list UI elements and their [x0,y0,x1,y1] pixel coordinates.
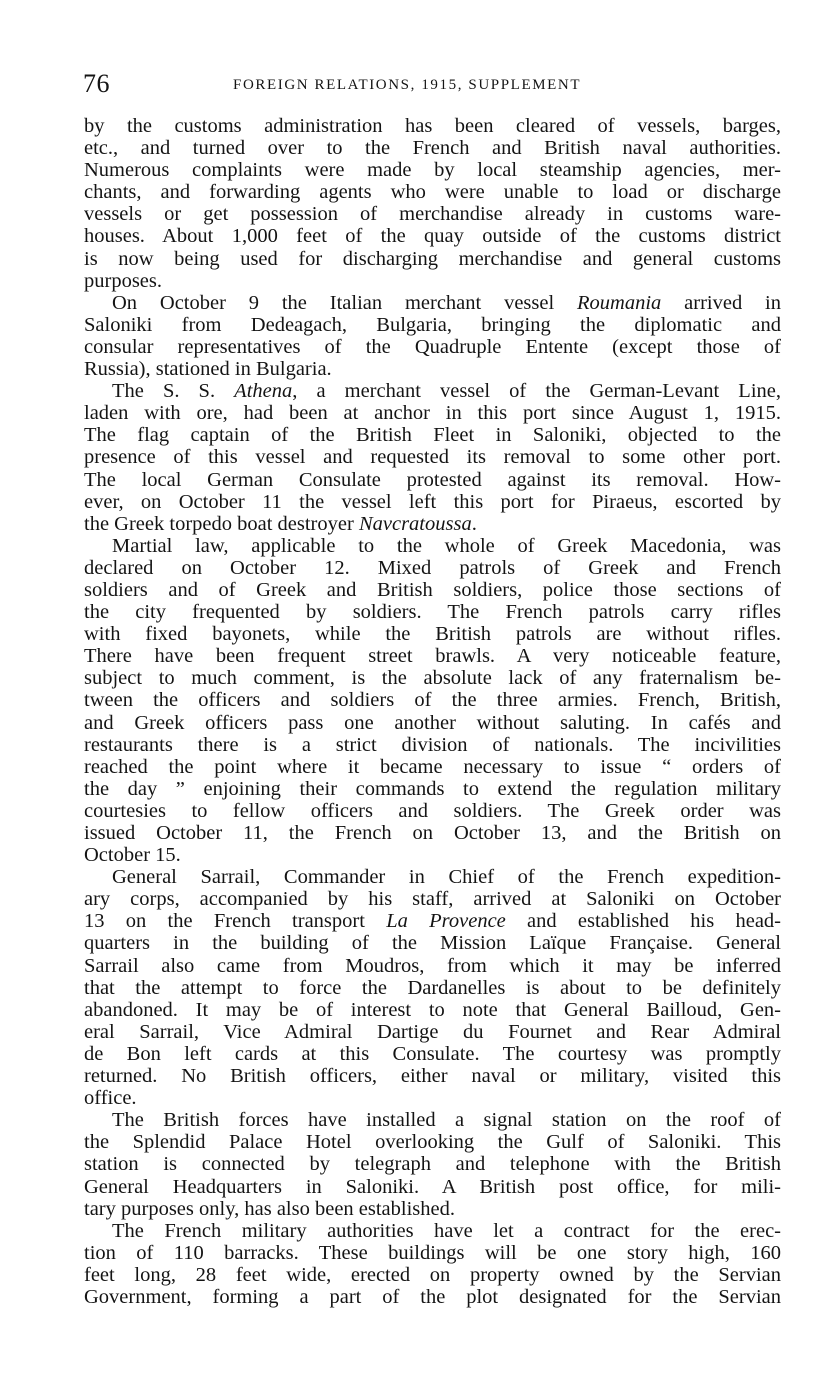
text-line: subject to much comment, is the absolute lack of any fraternalism be- [84,667,781,690]
text-line: vessels or get possession of merchandise already in customs ware- [84,203,781,226]
body-text [84,115,781,1308]
paragraph [84,535,781,866]
text-line: Government, forming a part of the plot designated for the Servian [84,1285,781,1308]
text-line: The flag captain of the British Fleet in Saloniki, objected to the [84,424,781,447]
text-line: consular representatives of the Quadruple Entente (except those of [84,335,781,358]
paragraph [84,292,781,380]
text-line: the day ” enjoining their commands to extend the regulation military [84,777,781,800]
text-line: laden with ore, had been at anchor in this port since August 1, 1915. [84,402,781,425]
text-line: and Greek officers pass one another without saluting. In cafés and [84,711,781,734]
text-line: Saloniki from Dedeagach, Bulgaria, bringing the diplomatic and [84,313,781,336]
text-line: The French military authorities have let a contract for the erec- [112,1219,781,1242]
text-line: ary corps, accompanied by his staff, arrived at Saloniki on October [84,888,781,911]
text-line: feet long, 28 feet wide, erected on property owned by the Servian [84,1263,781,1286]
text-line: issued October 11, the French on October 13, and the British on [84,822,781,844]
text-line: de Bon left cards at this Consulate. The courtesy was promptly [84,1042,781,1065]
text-line: chants, and forwarding agents who were unable to load or discharge [84,181,781,204]
text-line: station is connected by telegraph and telephone with the British [84,1153,781,1176]
text-line: courtesies to fellow officers and soldiers. The Greek order was [84,799,781,822]
paragraph [84,1220,781,1308]
text-line: General Headquarters in Saloniki. A British post office, for mili- [84,1175,781,1198]
text-line: Numerous complaints were made by local steamship agencies, mer- [84,159,781,182]
text-line: The S. S. Athena, a merchant vessel of the German-Levant Line, [112,380,781,403]
paragraph [84,866,781,1109]
text-line: etc., and turned over to the French and British naval authorities. [84,137,781,160]
text-line: that the attempt to force the Dardanelles is about to be definitely [84,976,781,999]
text-line: eral Sarrail, Vice Admiral Dartige du Fournet and Rear Admiral [84,1020,781,1043]
text-line: There have been frequent street brawls. A very noticeable feature, [84,645,781,668]
italic-title: Roumania [577,291,662,314]
text-line: Sarrail also came from Moudros, from which it may be inferred [84,954,781,977]
text-line: tary purposes only, has also been established. [84,1197,456,1220]
text-line: the Greek torpedo boat destroyer Navcratoussa. [84,512,477,535]
paragraph [84,1109,781,1219]
text-line: Martial law, applicable to the whole of Greek Macedonia, was [112,534,781,557]
running-head: FOREIGN RELATIONS, 1915, SUPPLEMENT [233,77,582,93]
text-line: tween the officers and soldiers of the three armies. French, British, [84,689,781,712]
text-line: purposes. [84,269,163,292]
text-line: General Sarrail, Commander in Chief of the French expedition- [112,866,781,889]
text-line: Russia), stationed in Bulgaria. [84,358,332,381]
text-line: by the customs administration has been cleared of vessels, barges, [84,115,781,137]
text-line: is now being used for discharging merchandise and general customs [84,247,781,270]
text-line: soldiers and of Greek and British soldiers, police those sections of [84,578,781,601]
text-line: October 15. [84,844,181,867]
text-line: quarters in the building of the Mission Laïque Française. General [84,932,781,955]
text-line: The British forces have installed a signal station on the roof of [112,1109,781,1132]
text-line: houses. About 1,000 feet of the quay outside of the customs district [84,225,781,248]
text-line: reached the point where it became necessary to issue “ orders of [84,755,781,778]
text-line: abandoned. It may be of interest to note that General Bailloud, Gen- [84,998,781,1021]
page-header [83,64,783,104]
text-line: office. [84,1087,137,1110]
text-line: 13 on the French transport La Provence and established his head- [84,910,781,933]
text-line: returned. No British officers, either naval or military, visited this [84,1065,781,1088]
text-line: restaurants there is a strict division of nationals. The incivilities [84,733,781,756]
text-line: tion of 110 barracks. These buildings will be one story high, 160 [84,1241,781,1264]
text-line: presence of this vessel and requested its removal to some other port. [84,446,781,469]
page-number: 76 [83,69,110,98]
text-line: ever, on October 11 the vessel left this port for Piraeus, escorted by [84,490,781,513]
italic-title: La Provence [386,910,506,933]
text-line: the city frequented by soldiers. The French patrols carry rifles [84,601,781,624]
text-line: the Splendid Palace Hotel overlooking the Gulf of Saloniki. This [84,1131,781,1154]
italic-title: Navcratoussa [358,512,472,535]
paragraph [84,380,781,535]
text-line: On October 9 the Italian merchant vessel Roumania arrived in [112,291,781,314]
text-line: The local German Consulate protested against its removal. How- [84,468,781,491]
italic-title: Athena [234,380,293,403]
paragraph [84,115,781,292]
text-line: declared on October 12. Mixed patrols of Greek and French [84,556,781,579]
text-line: with fixed bayonets, while the British patrols are without rifles. [84,623,781,646]
